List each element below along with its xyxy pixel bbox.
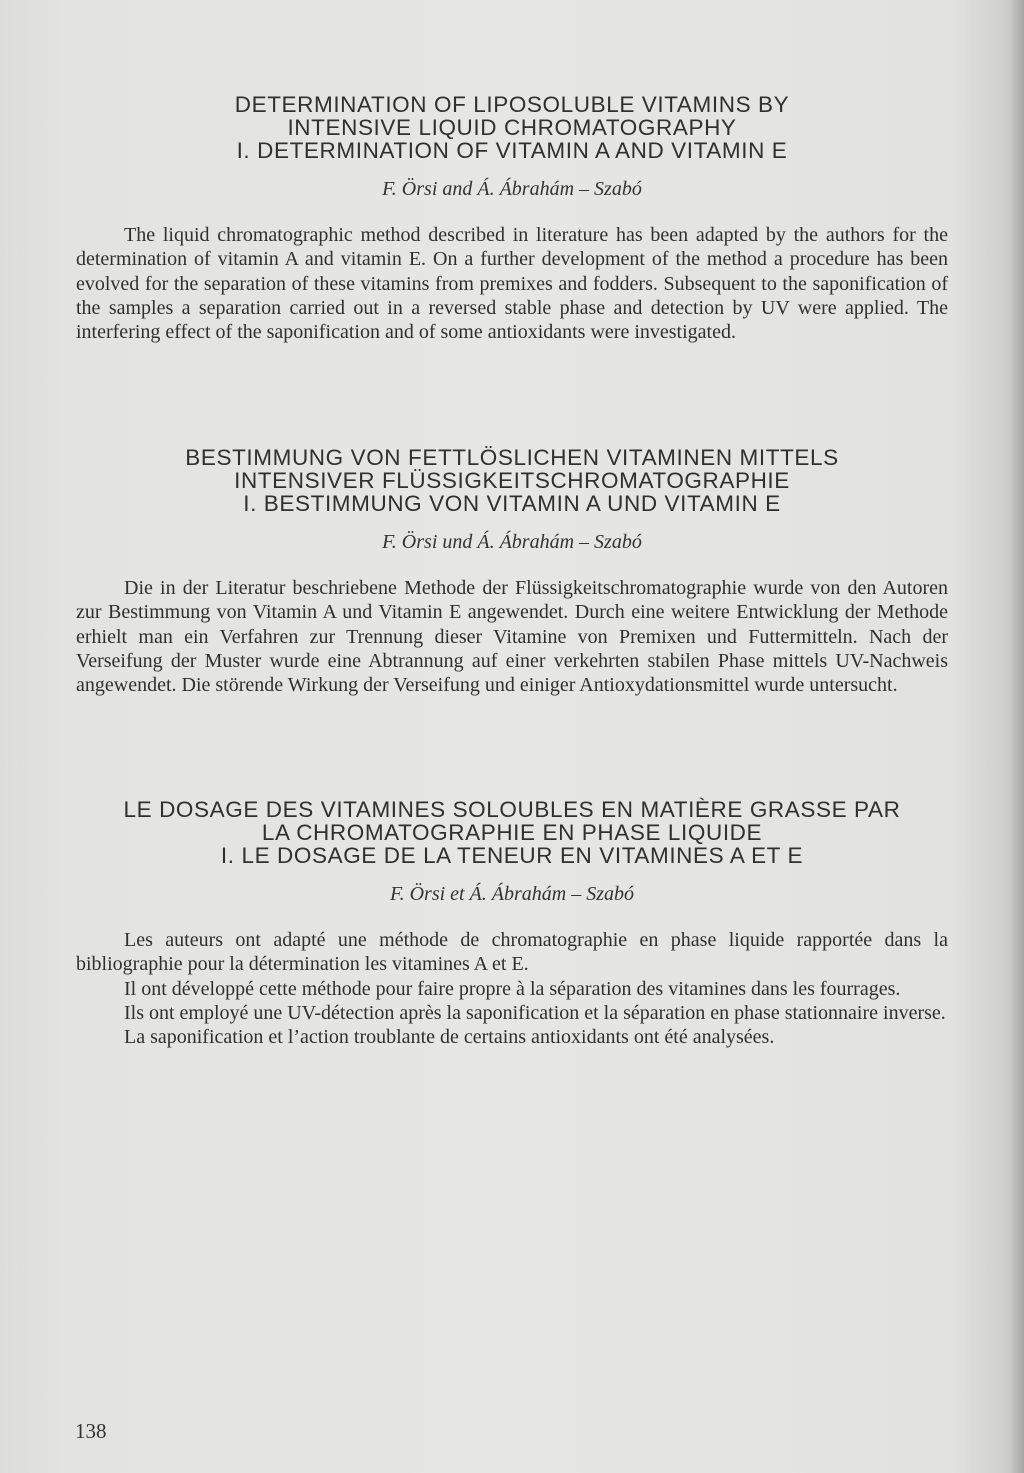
french-paragraph-3: Ils ont employé une UV-détection après la saponification et la séparation en phase stationnaire inverse. [124, 1001, 946, 1024]
french-title-line-3: I. LE DOSAGE DE LA TENEUR EN VITAMINES A ET E [220, 843, 804, 868]
french-section [76, 798, 948, 1049]
french-authors: F. Örsi et Á. Ábrahám – Szabó [389, 883, 635, 905]
page-edge-shadow [1010, 0, 1024, 1473]
french-paragraph-4: La saponification et l’action troublante de certains antioxidants ont été analysées. [124, 1026, 775, 1049]
german-title [76, 446, 948, 515]
english-abstract: The liquid chromatographic method described in literature has been adapted by the authors for the determination of vitamin A and vitamin E. On a further development of the method a procedure has been evolved for the separation of these vitamins from premixes and fodders. Subsequent to the saponification of the samples a separation carried out in a reversed stable phase and detection by UV were applied. The interfering effect of the saponification and of some antioxidants were investigated. [76, 224, 948, 344]
german-authors: F. Örsi und Á. Ábrahám – Szabó [382, 531, 642, 553]
french-paragraph-1: Les auteurs ont adapté une méthode de chromatographie en phase liquide rapportée dans la bibliographie pour la détermination les vitamines A et E. [76, 929, 948, 976]
german-section [76, 446, 948, 697]
english-title-line-2: INTENSIVE LIQUID CHROMATOGRAPHY [287, 115, 737, 140]
page-number: 138 [75, 1419, 107, 1443]
german-title-line-1: BESTIMMUNG VON FETTLÖSLICHEN VITAMINEN MITTELS [185, 445, 839, 470]
english-authors: F. Örsi and Á. Ábrahám – Szabó [382, 178, 642, 200]
english-title-line-3: I. DETERMINATION OF VITAMIN A AND VITAMIN E [236, 138, 788, 163]
french-abstract [76, 928, 948, 1049]
english-section [76, 93, 948, 344]
german-title-line-3: I. BESTIMMUNG VON VITAMIN A UND VITAMIN E [243, 491, 781, 516]
french-title-line-1: LE DOSAGE DES VITAMINES SOLOUBLES EN MATIÈRE GRASSE PAR [123, 797, 901, 822]
english-title-line-1: DETERMINATION OF LIPOSOLUBLE VITAMINS BY [234, 92, 790, 117]
french-paragraph-2: Il ont développé cette méthode pour faire propre à la séparation des vitamines dans les fourrages. [124, 977, 901, 1000]
german-title-line-2: INTENSIVER FLÜSSIGKEITSCHROMATOGRAPHIE [234, 468, 790, 493]
english-title [76, 93, 948, 162]
german-abstract: Die in der Literatur beschriebene Methode der Flüssigkeitschromatographie wurde von den Autoren zur Bestimmung von Vitamin A und Vitamin E angewendet. Durch eine weitere Entwicklung der Methode erhielt man ein Verfahren zur Trennung dieser Vitamine von Premixen und Futtermitteln. Nach der Verseifung der Muster wurde eine Abtrannung auf einer verkehrten stabilen Phase mittels UV-Nachweis angewendet. Die störende Wirkung der Verseifung und einiger Antioxydationsmittel wurde untersucht. [76, 577, 948, 697]
french-title-line-2: LA CHROMATOGRAPHIE EN PHASE LIQUIDE [261, 820, 763, 845]
french-title [76, 798, 948, 867]
